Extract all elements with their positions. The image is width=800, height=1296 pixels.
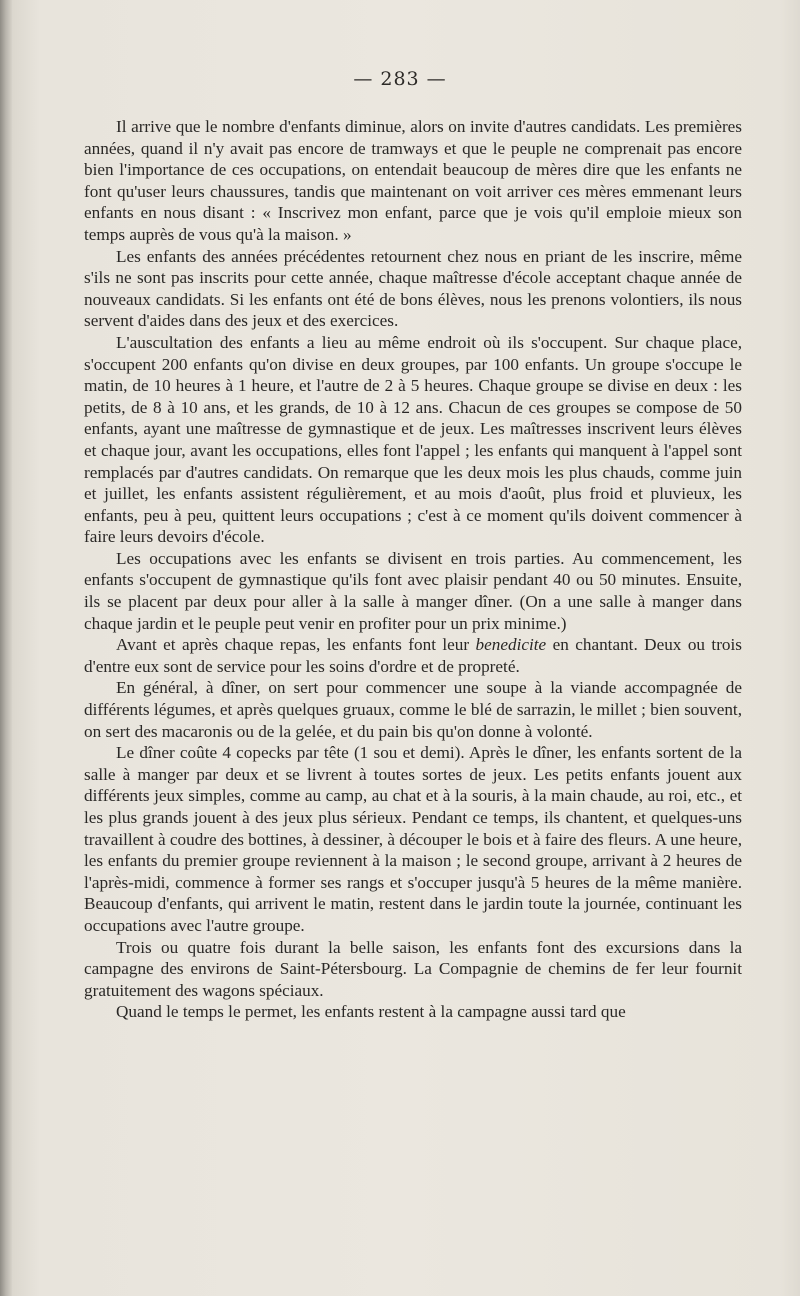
paragraph-5-start: Avant et après chaque repas, les enfants font leur (116, 635, 476, 655)
benedicite-italic: benedicite (475, 635, 547, 655)
paragraph-1: Il arrive que le nombre d'enfants diminue, alors on invite d'autres candidats. Les premières années, quand il n'y avait pas encore de tramways et que le peuple ne comprenait pas encore bien l'importance de ces occupations, on entendait beaucoup de mères dire que les enfants ne font qu'user leurs chaussures, tandis que maintenant on voit arriver ces mères emmenant leurs enfants en nous disant : « Inscrivez mon enfant, parce que je vois qu'il emploie mieux son temps auprès de vous qu'à la maison. » (84, 117, 742, 244)
body-text (84, 116, 742, 1023)
paragraph-5 (84, 634, 742, 677)
paragraph-4: Les occupations avec les enfants se divisent en trois parties. Au commencement, les enfants s'occupent de gymnastique qu'ils font avec plaisir pendant 40 ou 50 minutes. Ensuite, ils se placent par deux pour aller à la salle à manger dîner. (On a une salle à manger dans chaque jardin et le peuple peut venir en profiter pour un prix minime.) (84, 548, 742, 633)
paragraph-2: Les enfants des années précédentes retournent chez nous en priant de les inscrire, même s'ils ne sont pas inscrits pour cette année, chaque maîtresse d'école acceptant chaque année de nouveaux candidats. Si les enfants ont été de bons élèves, nous les prenons volontiers, ils nous servent d'aides dans des jeux et des exercices. (84, 246, 742, 331)
paragraph-3: L'auscultation des enfants a lieu au même endroit où ils s'occupent. Sur chaque place, s'occupent 200 enfants qu'on divise en deux groupes, par 100 enfants. Un groupe s'occupe le matin, de 10 heures à 1 heure, et l'autre de 2 à 5 heures. Chaque groupe se divise en deux : les petits, de 8 à 10 ans, et les grands, de 10 à 12 ans. Chacun de ces groupes se compose de 50 enfants, ayant une maîtresse de gymnastique et de jeux. Les maîtresses inscrivent leurs élèves et chaque jour, avant les occupations, elles font l'appel ; les enfants qui manquent à l'appel sont remplacés par d'autres candidats. On remarque que les deux mois les plus chauds, comme juin et juillet, les enfants assistent régulièrement, et au mois d'août, plus froid et pluvieux, les enfants, peu à peu, quittent leurs occupations ; c'est à ce moment qu'ils doivent commencer à faire leurs devoirs d'école. (84, 332, 742, 547)
page-number: — 283 — (353, 68, 447, 90)
paragraph-5-end: en chantant. Deux ou trois d'entre eux sont de service pour les soins d'ordre et de propreté. (84, 635, 742, 676)
paragraph-7: Le dîner coûte 4 copecks par tête (1 sou et demi). Après le dîner, les enfants sortent de la salle à manger par deux et se livrent à toutes sortes de jeux. Les petits enfants jouent aux différents jeux simples, comme au camp, au chat et à la souris, à la main chaude, au roi, etc., et les plus grands jouent à des jeux plus sérieux. Pendant ce temps, ils chantent, et quelques-uns travaillent à coudre des bottines, à dessiner, à découper le bois et à faire des fleurs. A une heure, les enfants du premier groupe reviennent à la maison ; le second groupe, arrivant à 2 heures de l'après-midi, commence à former ses rangs et s'occuper jusqu'à 5 heures de la même manière. Beaucoup d'enfants, qui arrivent le matin, restent dans le jardin toute la journée, continuant les occupations avec l'autre groupe. (84, 743, 742, 935)
paragraph-9: Quand le temps le permet, les enfants restent à la campagne aussi tard que (116, 1002, 626, 1022)
book-spine-shadow (0, 0, 12, 1296)
paragraph-8: Trois ou quatre fois durant la belle saison, les enfants font des excursions dans la campagne des environs de Saint-Pétersbourg. La Compagnie de chemins de fer leur fournit gratuitement des wagons spéciaux. (84, 937, 742, 1000)
paragraph-6: En général, à dîner, on sert pour commencer une soupe à la viande accompagnée de différents légumes, et après quelques gruaux, comme le blé de sarrazin, le millet ; bien souvent, on sert des macaronis ou de la gelée, et du pain bis qu'on donne à volonté. (84, 678, 742, 741)
